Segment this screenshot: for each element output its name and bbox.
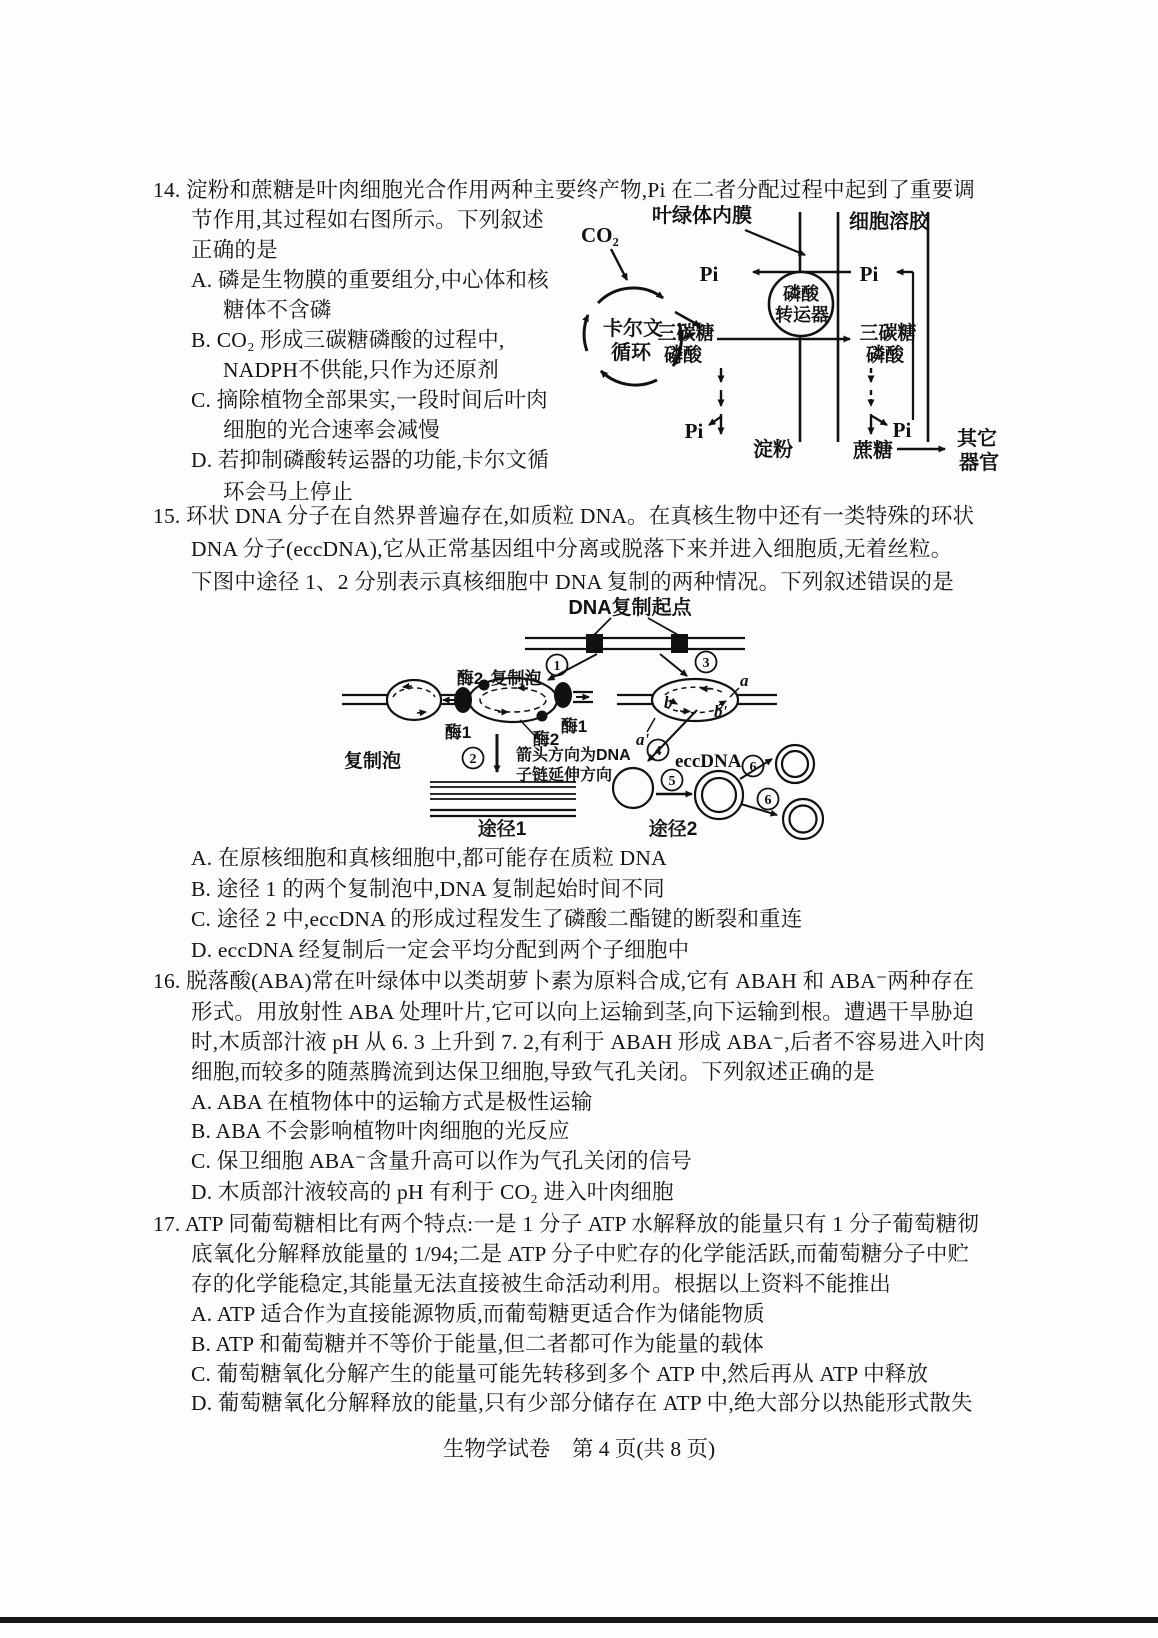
label-enzyme2-top: 酶2 (456, 669, 484, 688)
q17-option-d: D. 葡萄糖氧化分解释放的能量,只有少部分储存在 ATP 中,绝大部分以热能形式散失 (191, 1391, 973, 1415)
label-pathway2: 途径2 (648, 819, 698, 840)
q14-stem-line3: 正确的是 (191, 238, 278, 262)
q17-stem-line1: 17. ATP 同葡萄糖相比有两个特点:一是 1 分子 ATP 水解释放的能量只有 1 分子葡萄糖彻 (153, 1212, 980, 1236)
origin-site-1 (586, 634, 603, 653)
page-bottom-edge (0, 1617, 1158, 1623)
label-triose-left-2: 磷酸 (663, 345, 703, 366)
label-a-prime: a' (636, 730, 650, 749)
step3-badge (696, 652, 717, 673)
q15-option-b: B. 途径 1 的两个复制泡中,DNA 复制起始时间不同 (191, 877, 665, 901)
label-triose-right-2: 磷酸 (865, 345, 905, 366)
q14-option-d-line2: 环会马上停止 (223, 480, 354, 504)
excised-ring (613, 768, 653, 808)
pathway1-products (430, 782, 576, 816)
label-note-line2: 子链延伸方向 (516, 767, 613, 784)
q17-option-b: B. ATP 和葡萄糖并不等价于能量,但二者都可作为能量的载体 (191, 1332, 764, 1356)
label-sucrose: 蔗糖 (853, 440, 893, 462)
step4-badge (648, 740, 669, 761)
label-pi-starch: Pi (684, 419, 704, 443)
label-replication-bubble: 复制泡 (344, 751, 402, 772)
label-other-organs-2: 器官 (959, 452, 999, 474)
origin-pointer-left (593, 618, 611, 636)
step6-badge-bottom (758, 789, 779, 810)
q14-option-c-line1: C. 摘除植物全部果实,一段时间后叶肉 (191, 388, 548, 412)
svg-text:1: 1 (553, 659, 561, 674)
label-eccdna: eccDNA (675, 751, 742, 772)
label-replication-origin: DNA复制起点 (568, 597, 692, 619)
q17-option-c: C. 葡萄糖氧化分解产生的能量可能先转移到多个 ATP 中,然后再从 ATP 中释放 (191, 1362, 929, 1386)
q17-stem-line2: 底氧化分解释放能量的 1/94;二是 ATP 分子中贮存的化学能活跃,而葡萄糖分子中贮 (191, 1242, 970, 1266)
label-bubble-top: 复制泡 (490, 669, 542, 688)
label-transporter-1: 磷酸 (783, 284, 819, 304)
daughter-ring-top (776, 745, 814, 783)
q16-stem-line2: 形式。用放射性 ABA 处理叶片,它可以向上运输到茎,向下运输到根。遭遇干旱胁迫 (191, 1000, 975, 1024)
label-other-organs-1: 其它 (957, 428, 997, 450)
q14-stem-line2: 节作用,其过程如右图所示。下列叙述 (191, 208, 544, 232)
q14-option-d-line1: D. 若抑制磷酸转运器的功能,卡尔文循 (191, 448, 549, 472)
q16-stem-line1: 16. 脱落酸(ABA)常在叶绿体中以类胡萝卜素为原料合成,它有 ABAH 和 ABA⁻两种存在 (153, 969, 975, 993)
co2-arrow (611, 249, 627, 280)
label-a: a (740, 671, 749, 690)
q15-option-a: A. 在原核细胞和真核细胞中,都可能存在质粒 DNA (191, 846, 667, 870)
q15-stem-line2: DNA 分子(eccDNA),它从正常基因组中分离或脱落下来并进入细胞质,无着丝粒。 (191, 537, 953, 561)
pathway2-bubble (617, 679, 777, 732)
q15-option-c: C. 途径 2 中,eccDNA 的形成过程发生了磷酸二酯键的断裂和重连 (191, 907, 803, 931)
phosphate-transporter-circle (769, 272, 833, 336)
label-co2: CO₂ (581, 223, 619, 247)
q14-phosphate-transporter-diagram (553, 192, 1023, 484)
dna-duplex (525, 634, 745, 653)
label-inner-membrane: 叶绿体内膜 (652, 205, 752, 227)
enzyme2-dot-bottom (537, 711, 548, 722)
q15-stem-line1: 15. 环状 DNA 分子在自然界普遍存在,如质粒 DNA。在真核生物中还有一类特殊的环状 (153, 504, 975, 528)
label-starch: 淀粉 (753, 439, 793, 461)
label-triose-left-1: 三碳糖 (657, 323, 715, 344)
q15-option-d: D. eccDNA 经复制后一定会平均分配到两个子细胞中 (191, 938, 690, 962)
q14-option-b-line1: B. CO₂ 形成三碳糖磷酸的过程中, (191, 328, 505, 352)
label-b-prime: b' (714, 702, 728, 721)
step2-badge (463, 748, 484, 769)
q16-option-c: C. 保卫细胞 ABA⁻含量升高可以作为气孔关闭的信号 (191, 1149, 693, 1173)
label-triose-right-1: 三碳糖 (859, 323, 917, 344)
q15-dna-replication-diagram (330, 592, 840, 844)
svg-text:6: 6 (764, 793, 772, 808)
eccdna-ring (695, 771, 743, 819)
q14-option-a-line1: A. 磷是生物膜的重要组分,中心体和核 (191, 268, 549, 292)
pi-release-right-arrow (872, 416, 887, 425)
label-enzyme2-bottom: 酶2 (532, 730, 560, 749)
label-calvin-1: 卡尔文 (603, 318, 663, 340)
q14-stem-line1: 14. 淀粉和蔗糖是叶肉细胞光合作用两种主要终产物,Pi 在二者分配过程中起到了重要调 (153, 178, 976, 202)
label-calvin-2: 循环 (611, 342, 651, 364)
label-pathway1: 途径1 (477, 819, 527, 840)
q14-option-b-line2: NADPH不供能,只作为还原剂 (223, 358, 499, 382)
q16-option-d: D. 木质部汁液较高的 pH 有利于 CO₂ 进入叶肉细胞 (191, 1180, 674, 1204)
svg-text:2: 2 (469, 752, 477, 767)
origin-site-2 (671, 634, 688, 653)
page-footer: 生物学试卷 第 4 页(共 8 页) (442, 1437, 716, 1461)
label-cytosol: 细胞溶胶 (849, 211, 929, 233)
label-pi-sucrose: Pi (892, 418, 912, 442)
q16-option-a: A. ABA 在植物体中的运输方式是极性运输 (191, 1090, 593, 1114)
origin-pointer-right (648, 618, 680, 636)
label-transporter-2: 转运器 (775, 305, 829, 325)
label-pi-cytosol: Pi (859, 262, 879, 286)
q17-option-a: A. ATP 适合作为直接能源物质,而葡萄糖更适合作为储能物质 (191, 1302, 765, 1326)
step5-badge (662, 770, 683, 791)
step3-arrow (660, 654, 687, 676)
step1-badge (547, 655, 568, 676)
small-replication-bubble (387, 680, 441, 720)
label-enzyme1-left: 酶1 (444, 723, 472, 742)
label-b: b (664, 693, 673, 712)
label-note-line1: 箭头方向为DNA (516, 747, 631, 764)
q17-stem-line3: 存的化学能稳定,其能量无法直接被生命活动利用。根据以上资料不能推出 (191, 1272, 891, 1296)
svg-text:4: 4 (654, 744, 662, 759)
membrane-pointer-arrow (745, 230, 805, 255)
q16-stem-line3: 时,木质部汁液 pH 从 6. 3 上升到 7. 2,有利于 ABAH 形成 ABA⁻,后者不容易进入叶肉 (191, 1030, 986, 1054)
q15-stem-line3: 下图中途径 1、2 分别表示真核细胞中 DNA 复制的两种情况。下列叙述错误的是 (191, 570, 954, 594)
q16-stem-line4: 细胞,而较多的随蒸腾流到达保卫细胞,导致气孔关闭。下列叙述正确的是 (191, 1060, 875, 1084)
q16-option-b: B. ABA 不会影响植物叶肉细胞的光反应 (191, 1119, 570, 1143)
label-enzyme1-right: 酶1 (560, 717, 588, 736)
q14-option-c-line2: 细胞的光合速率会减慢 (223, 418, 441, 442)
q14-option-a-line2: 糖体不含磷 (223, 298, 332, 322)
svg-text:6: 6 (749, 760, 757, 775)
svg-text:5: 5 (668, 774, 676, 789)
daughter-ring-bottom (783, 799, 823, 839)
label-pi-stroma: Pi (699, 262, 719, 286)
enzyme1-blob-right (554, 682, 572, 708)
svg-text:3: 3 (702, 656, 710, 671)
